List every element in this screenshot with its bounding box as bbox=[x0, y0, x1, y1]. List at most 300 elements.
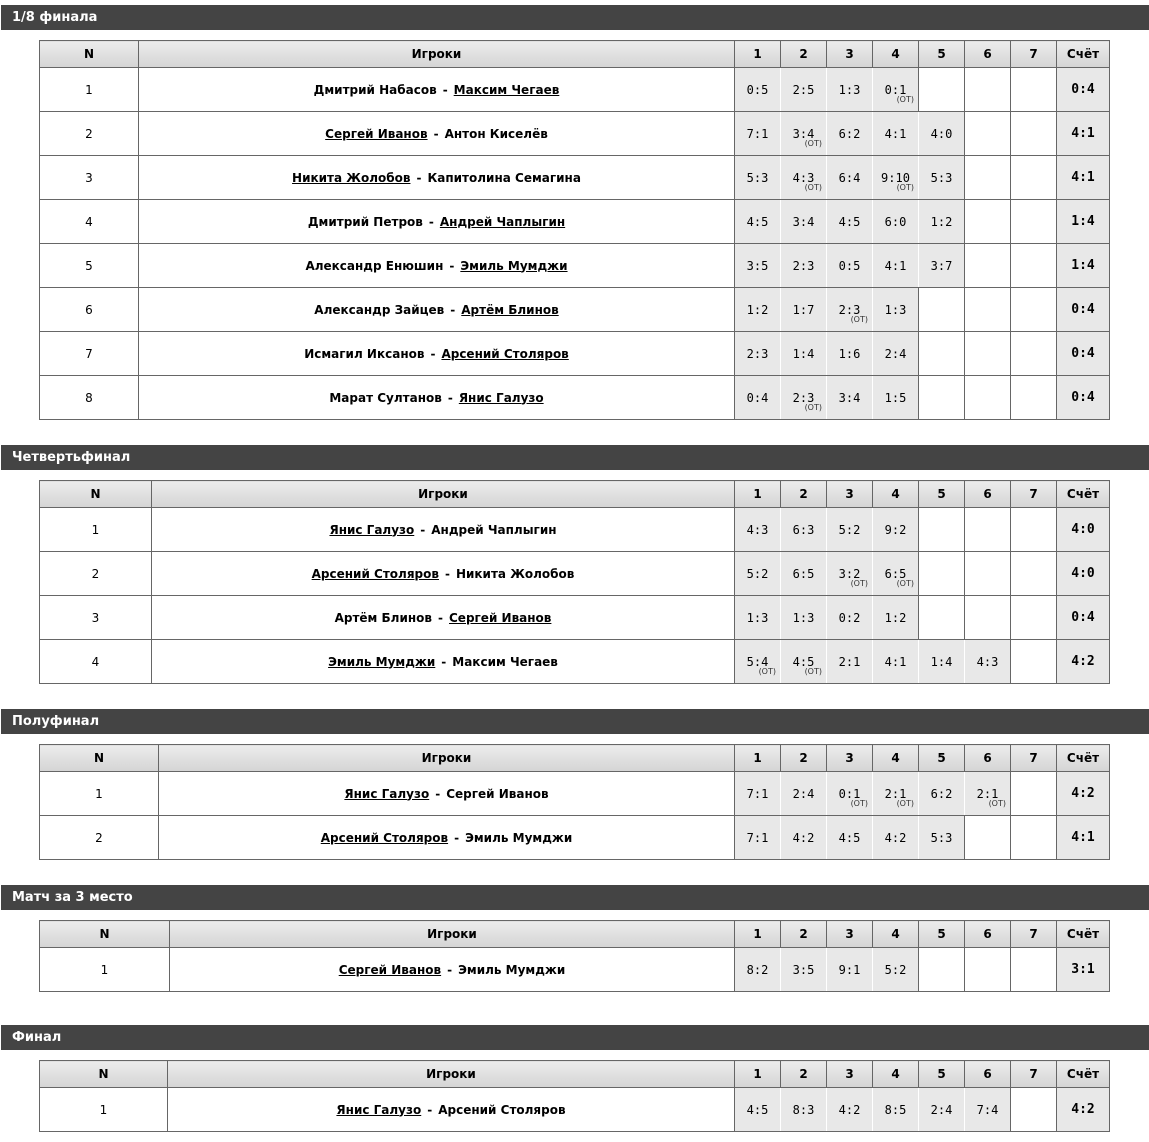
column-header-set-2[interactable]: 2 bbox=[781, 745, 827, 772]
match-score: 4:2 bbox=[1057, 772, 1110, 816]
player-1-link[interactable]: Сергей Иванов bbox=[338, 962, 442, 977]
players-separator: - bbox=[427, 1102, 433, 1117]
set-score-value: 4:3 bbox=[792, 170, 815, 185]
set-score-6 bbox=[965, 640, 1011, 684]
player-1-link[interactable]: Артём Блинов bbox=[334, 610, 433, 625]
match-row bbox=[40, 508, 1110, 552]
set-score-value: 2:3 bbox=[792, 258, 815, 273]
set-score-value: 2:5 bbox=[792, 82, 815, 97]
set-score-3 bbox=[827, 772, 873, 816]
players-separator: - bbox=[420, 522, 426, 537]
column-header-set-4[interactable]: 4 bbox=[873, 1061, 919, 1088]
column-header-set-3[interactable]: 3 bbox=[827, 41, 873, 68]
player-1-link[interactable]: Марат Султанов bbox=[329, 390, 442, 405]
match-row bbox=[40, 244, 1110, 288]
set-score-3 bbox=[827, 332, 873, 376]
set-score-5 bbox=[919, 1088, 965, 1132]
match-players bbox=[152, 508, 735, 552]
set-score-5 bbox=[919, 332, 965, 376]
player-2-link[interactable]: Андрей Чаплыгин bbox=[431, 522, 557, 537]
set-score-6 bbox=[965, 552, 1011, 596]
column-header-players[interactable]: Игроки bbox=[159, 745, 735, 772]
player-2-link[interactable]: Эмиль Мумджи bbox=[460, 258, 568, 273]
match-number: 7 bbox=[40, 332, 139, 376]
overtime-badge: (ОТ) bbox=[804, 139, 822, 148]
set-score-7 bbox=[1011, 156, 1057, 200]
column-header-players[interactable]: Игроки bbox=[152, 481, 735, 508]
set-score-7 bbox=[1011, 200, 1057, 244]
set-score-1 bbox=[735, 772, 781, 816]
player-2-link[interactable]: Максим Чегаев bbox=[452, 654, 558, 669]
set-score-3 bbox=[827, 68, 873, 112]
set-score-2 bbox=[781, 816, 827, 860]
set-score-value: 0:2 bbox=[838, 610, 861, 625]
set-score-2 bbox=[781, 200, 827, 244]
set-score-7 bbox=[1011, 816, 1057, 860]
set-score-5 bbox=[919, 508, 965, 552]
set-score-1 bbox=[735, 552, 781, 596]
section-title: 1/8 финала bbox=[1, 5, 1149, 30]
set-score-value: 1:5 bbox=[884, 390, 907, 405]
players-separator: - bbox=[447, 390, 453, 405]
set-score-6 bbox=[965, 816, 1011, 860]
set-score-1 bbox=[735, 332, 781, 376]
set-score-value: 1:7 bbox=[792, 302, 815, 317]
match-row bbox=[40, 376, 1110, 420]
column-header-set-4[interactable]: 4 bbox=[873, 921, 919, 948]
header-row bbox=[40, 1061, 1110, 1088]
set-score-value: 4:2 bbox=[838, 1102, 861, 1117]
match-row bbox=[40, 332, 1110, 376]
column-header-set-7[interactable]: 7 bbox=[1011, 921, 1057, 948]
overtime-badge: (ОТ) bbox=[896, 183, 914, 192]
column-header-set-5[interactable]: 5 bbox=[919, 745, 965, 772]
set-score-value: 6:5 bbox=[884, 566, 907, 581]
column-header-n[interactable]: N bbox=[40, 921, 170, 948]
section-title: Финал bbox=[1, 1025, 1149, 1050]
match-number: 3 bbox=[40, 596, 152, 640]
column-header-set-4[interactable]: 4 bbox=[873, 481, 919, 508]
set-score-6 bbox=[965, 244, 1011, 288]
column-header-set-5[interactable]: 5 bbox=[919, 921, 965, 948]
set-score-3 bbox=[827, 640, 873, 684]
set-score-5 bbox=[919, 156, 965, 200]
set-score-6 bbox=[965, 772, 1011, 816]
set-score-6 bbox=[965, 68, 1011, 112]
match-number: 8 bbox=[40, 376, 139, 420]
set-score-value: 4:5 bbox=[792, 654, 815, 669]
players-separator: - bbox=[442, 82, 448, 97]
match-row bbox=[40, 640, 1110, 684]
match-number: 2 bbox=[40, 112, 139, 156]
column-header-score[interactable]: Счёт bbox=[1057, 921, 1110, 948]
match-score: 4:0 bbox=[1057, 508, 1110, 552]
players-separator: - bbox=[430, 346, 436, 361]
set-score-2 bbox=[781, 596, 827, 640]
column-header-players[interactable]: Игроки bbox=[139, 41, 735, 68]
set-score-value: 0:5 bbox=[746, 82, 769, 97]
set-score-2 bbox=[781, 68, 827, 112]
set-score-2 bbox=[781, 948, 827, 992]
column-header-n[interactable]: N bbox=[40, 745, 159, 772]
set-score-2 bbox=[781, 508, 827, 552]
set-score-value: 9:10 bbox=[881, 170, 910, 185]
set-score-1 bbox=[735, 376, 781, 420]
player-1-link[interactable]: Александр Зайцев bbox=[314, 302, 445, 317]
set-score-7 bbox=[1011, 640, 1057, 684]
player-2-link[interactable]: Арсений Столяров bbox=[438, 1102, 566, 1117]
set-score-value: 6:5 bbox=[792, 566, 815, 581]
header-row bbox=[40, 921, 1110, 948]
match-players bbox=[139, 376, 735, 420]
match-score: 1:4 bbox=[1057, 200, 1110, 244]
players-separator: - bbox=[428, 214, 434, 229]
column-header-players[interactable]: Игроки bbox=[170, 921, 735, 948]
player-1-link[interactable]: Дмитрий Набасов bbox=[313, 82, 437, 97]
set-score-4 bbox=[873, 244, 919, 288]
set-score-7 bbox=[1011, 552, 1057, 596]
player-1-link[interactable]: Арсений Столяров bbox=[311, 566, 439, 581]
match-row bbox=[40, 156, 1110, 200]
players-separator: - bbox=[416, 170, 422, 185]
set-score-5 bbox=[919, 640, 965, 684]
set-score-3 bbox=[827, 508, 873, 552]
column-header-players[interactable]: Игроки bbox=[168, 1061, 735, 1088]
player-1-link[interactable]: Исмагил Иксанов bbox=[304, 346, 425, 361]
players-separator: - bbox=[444, 566, 450, 581]
set-score-2 bbox=[781, 552, 827, 596]
match-players bbox=[139, 200, 735, 244]
set-score-value: 6:2 bbox=[838, 126, 861, 141]
set-score-value: 7:1 bbox=[746, 126, 769, 141]
set-score-value: 4:2 bbox=[792, 830, 815, 845]
set-score-3 bbox=[827, 552, 873, 596]
set-score-value: 4:1 bbox=[884, 258, 907, 273]
bracket-table bbox=[39, 744, 1110, 860]
overtime-badge: (ОТ) bbox=[988, 799, 1006, 808]
match-score: 0:4 bbox=[1057, 596, 1110, 640]
set-score-1 bbox=[735, 508, 781, 552]
match-row bbox=[40, 288, 1110, 332]
set-score-5 bbox=[919, 112, 965, 156]
player-2-link[interactable]: Андрей Чаплыгин bbox=[439, 214, 566, 229]
set-score-5 bbox=[919, 948, 965, 992]
match-number: 1 bbox=[40, 948, 170, 992]
set-score-5 bbox=[919, 200, 965, 244]
player-1-link[interactable]: Эмиль Мумджи bbox=[328, 654, 436, 669]
set-score-5 bbox=[919, 288, 965, 332]
set-score-value: 9:1 bbox=[838, 962, 861, 977]
match-players bbox=[139, 68, 735, 112]
set-score-4 bbox=[873, 200, 919, 244]
match-score: 4:2 bbox=[1057, 1088, 1110, 1132]
set-score-5 bbox=[919, 772, 965, 816]
set-score-4 bbox=[873, 112, 919, 156]
column-header-set-6[interactable]: 6 bbox=[965, 921, 1011, 948]
set-score-value: 4:5 bbox=[746, 214, 769, 229]
match-score: 4:1 bbox=[1057, 156, 1110, 200]
players-separator: - bbox=[454, 830, 460, 845]
match-row bbox=[40, 948, 1110, 992]
player-2-link[interactable]: Арсений Столяров bbox=[441, 346, 569, 361]
overtime-badge: (ОТ) bbox=[804, 403, 822, 412]
player-2-link[interactable]: Антон Киселёв bbox=[444, 126, 548, 141]
match-score: 4:1 bbox=[1057, 816, 1110, 860]
set-score-value: 6:4 bbox=[838, 170, 861, 185]
match-row bbox=[40, 816, 1110, 860]
column-header-n[interactable]: N bbox=[40, 41, 139, 68]
set-score-value: 2:3 bbox=[838, 302, 861, 317]
column-header-set-2[interactable]: 2 bbox=[781, 481, 827, 508]
set-score-4 bbox=[873, 640, 919, 684]
set-score-7 bbox=[1011, 596, 1057, 640]
column-header-set-4[interactable]: 4 bbox=[873, 745, 919, 772]
match-score: 4:0 bbox=[1057, 552, 1110, 596]
match-players bbox=[159, 816, 735, 860]
set-score-value: 5:4 bbox=[746, 654, 769, 669]
match-score: 0:4 bbox=[1057, 376, 1110, 420]
column-header-score[interactable]: Счёт bbox=[1057, 745, 1110, 772]
set-score-value: 2:1 bbox=[838, 654, 861, 669]
match-players bbox=[152, 596, 735, 640]
set-score-6 bbox=[965, 1088, 1011, 1132]
column-header-set-5[interactable]: 5 bbox=[919, 481, 965, 508]
column-header-set-1[interactable]: 1 bbox=[735, 41, 781, 68]
player-2-link[interactable]: Эмиль Мумджи bbox=[465, 830, 573, 845]
set-score-5 bbox=[919, 376, 965, 420]
set-score-value: 4:5 bbox=[838, 214, 861, 229]
player-1-link[interactable]: Сергей Иванов bbox=[325, 126, 428, 141]
set-score-2 bbox=[781, 772, 827, 816]
column-header-set-1[interactable]: 1 bbox=[735, 745, 781, 772]
set-score-value: 1:2 bbox=[930, 214, 953, 229]
set-score-value: 2:1 bbox=[976, 786, 999, 801]
set-score-4 bbox=[873, 552, 919, 596]
set-score-3 bbox=[827, 596, 873, 640]
player-1-link[interactable]: Никита Жолобов bbox=[292, 170, 411, 185]
set-score-value: 8:5 bbox=[884, 1102, 907, 1117]
set-score-4 bbox=[873, 68, 919, 112]
player-2-link[interactable]: Никита Жолобов bbox=[455, 566, 575, 581]
set-score-value: 4:5 bbox=[838, 830, 861, 845]
match-number: 2 bbox=[40, 552, 152, 596]
set-score-value: 1:3 bbox=[838, 82, 861, 97]
set-score-2 bbox=[781, 1088, 827, 1132]
column-header-set-3[interactable]: 3 bbox=[827, 481, 873, 508]
set-score-6 bbox=[965, 112, 1011, 156]
set-score-value: 7:1 bbox=[746, 830, 769, 845]
player-1-link[interactable]: Арсений Столяров bbox=[320, 830, 449, 845]
set-score-value: 5:2 bbox=[746, 566, 769, 581]
match-row bbox=[40, 112, 1110, 156]
set-score-4 bbox=[873, 596, 919, 640]
set-score-value: 5:3 bbox=[930, 170, 953, 185]
column-header-set-5[interactable]: 5 bbox=[919, 41, 965, 68]
column-header-n[interactable]: N bbox=[40, 481, 152, 508]
set-score-5 bbox=[919, 596, 965, 640]
header-row bbox=[40, 745, 1110, 772]
set-score-5 bbox=[919, 244, 965, 288]
match-players bbox=[139, 112, 735, 156]
column-header-set-3[interactable]: 3 bbox=[827, 921, 873, 948]
player-2-link[interactable]: Сергей Иванов bbox=[449, 610, 552, 625]
column-header-set-1[interactable]: 1 bbox=[735, 1061, 781, 1088]
set-score-2 bbox=[781, 112, 827, 156]
set-score-1 bbox=[735, 156, 781, 200]
set-score-5 bbox=[919, 552, 965, 596]
match-number: 4 bbox=[40, 200, 139, 244]
column-header-score[interactable]: Счёт bbox=[1057, 41, 1110, 68]
overtime-badge: (ОТ) bbox=[804, 667, 822, 676]
set-score-6 bbox=[965, 156, 1011, 200]
column-header-set-7[interactable]: 7 bbox=[1011, 1061, 1057, 1088]
set-score-3 bbox=[827, 948, 873, 992]
player-2-link[interactable]: Капитолина Семагина bbox=[427, 170, 581, 185]
player-2-link[interactable]: Максим Чегаев bbox=[453, 82, 560, 97]
player-2-link[interactable]: Янис Галузо bbox=[458, 390, 544, 405]
match-row bbox=[40, 200, 1110, 244]
set-score-2 bbox=[781, 332, 827, 376]
match-row bbox=[40, 772, 1110, 816]
set-score-2 bbox=[781, 288, 827, 332]
column-header-set-3[interactable]: 3 bbox=[827, 745, 873, 772]
players-separator: - bbox=[433, 126, 439, 141]
overtime-badge: (ОТ) bbox=[804, 183, 822, 192]
match-players bbox=[152, 640, 735, 684]
column-header-set-2[interactable]: 2 bbox=[781, 921, 827, 948]
player-2-link[interactable]: Сергей Иванов bbox=[446, 786, 549, 801]
column-header-score[interactable]: Счёт bbox=[1057, 1061, 1110, 1088]
overtime-badge: (ОТ) bbox=[896, 95, 914, 104]
column-header-set-7[interactable]: 7 bbox=[1011, 481, 1057, 508]
player-1-link[interactable]: Дмитрий Петров bbox=[307, 214, 423, 229]
set-score-6 bbox=[965, 596, 1011, 640]
set-score-3 bbox=[827, 288, 873, 332]
column-header-set-5[interactable]: 5 bbox=[919, 1061, 965, 1088]
set-score-value: 5:2 bbox=[838, 522, 861, 537]
column-header-set-3[interactable]: 3 bbox=[827, 1061, 873, 1088]
set-score-3 bbox=[827, 376, 873, 420]
set-score-value: 5:3 bbox=[930, 830, 953, 845]
overtime-badge: (ОТ) bbox=[850, 579, 868, 588]
column-header-set-6[interactable]: 6 bbox=[965, 41, 1011, 68]
set-score-7 bbox=[1011, 332, 1057, 376]
bracket-table bbox=[39, 920, 1110, 992]
player-2-link[interactable]: Артём Блинов bbox=[461, 302, 559, 317]
column-header-set-4[interactable]: 4 bbox=[873, 41, 919, 68]
set-score-6 bbox=[965, 200, 1011, 244]
set-score-value: 4:1 bbox=[884, 654, 907, 669]
bracket-table bbox=[39, 480, 1110, 684]
column-header-set-7[interactable]: 7 bbox=[1011, 41, 1057, 68]
set-score-3 bbox=[827, 200, 873, 244]
set-score-4 bbox=[873, 816, 919, 860]
players-separator: - bbox=[447, 962, 453, 977]
set-score-value: 1:4 bbox=[930, 654, 953, 669]
set-score-6 bbox=[965, 288, 1011, 332]
set-score-value: 3:4 bbox=[838, 390, 861, 405]
overtime-badge: (ОТ) bbox=[896, 579, 914, 588]
set-score-4 bbox=[873, 508, 919, 552]
set-score-4 bbox=[873, 288, 919, 332]
column-header-set-6[interactable]: 6 bbox=[965, 745, 1011, 772]
section-title: Четвертьфинал bbox=[1, 445, 1149, 470]
column-header-set-7[interactable]: 7 bbox=[1011, 745, 1057, 772]
set-score-value: 0:1 bbox=[838, 786, 861, 801]
set-score-7 bbox=[1011, 68, 1057, 112]
set-score-value: 3:5 bbox=[792, 962, 815, 977]
match-number: 1 bbox=[40, 68, 139, 112]
match-score: 3:1 bbox=[1057, 948, 1110, 992]
set-score-value: 3:7 bbox=[930, 258, 953, 273]
set-score-value: 0:5 bbox=[838, 258, 861, 273]
player-1-link[interactable]: Янис Галузо bbox=[329, 522, 415, 537]
overtime-badge: (ОТ) bbox=[850, 799, 868, 808]
player-2-link[interactable]: Эмиль Мумджи bbox=[458, 962, 566, 977]
set-score-value: 7:4 bbox=[976, 1102, 999, 1117]
set-score-1 bbox=[735, 200, 781, 244]
set-score-value: 4:5 bbox=[746, 1102, 769, 1117]
bracket-table bbox=[39, 1060, 1110, 1132]
column-header-set-1[interactable]: 1 bbox=[735, 481, 781, 508]
set-score-4 bbox=[873, 376, 919, 420]
set-score-value: 2:4 bbox=[884, 346, 907, 361]
set-score-7 bbox=[1011, 948, 1057, 992]
match-players bbox=[139, 156, 735, 200]
column-header-n[interactable]: N bbox=[40, 1061, 168, 1088]
overtime-badge: (ОТ) bbox=[850, 315, 868, 324]
column-header-score[interactable]: Счёт bbox=[1057, 481, 1110, 508]
match-row bbox=[40, 68, 1110, 112]
set-score-5 bbox=[919, 68, 965, 112]
match-row bbox=[40, 552, 1110, 596]
match-score: 1:4 bbox=[1057, 244, 1110, 288]
set-score-value: 1:2 bbox=[884, 610, 907, 625]
set-score-value: 4:0 bbox=[930, 126, 953, 141]
set-score-3 bbox=[827, 244, 873, 288]
column-header-set-6[interactable]: 6 bbox=[965, 1061, 1011, 1088]
set-score-value: 5:2 bbox=[884, 962, 907, 977]
set-score-3 bbox=[827, 816, 873, 860]
players-separator: - bbox=[438, 610, 443, 625]
set-score-value: 3:5 bbox=[746, 258, 769, 273]
column-header-set-1[interactable]: 1 bbox=[735, 921, 781, 948]
match-players bbox=[139, 288, 735, 332]
player-1-link[interactable]: Янис Галузо bbox=[336, 1102, 422, 1117]
match-score: 0:4 bbox=[1057, 332, 1110, 376]
match-score: 0:4 bbox=[1057, 288, 1110, 332]
set-score-4 bbox=[873, 772, 919, 816]
column-header-set-2[interactable]: 2 bbox=[781, 41, 827, 68]
set-score-value: 1:4 bbox=[792, 346, 815, 361]
player-1-link[interactable]: Александр Енюшин bbox=[305, 258, 444, 273]
match-score: 4:2 bbox=[1057, 640, 1110, 684]
match-number: 3 bbox=[40, 156, 139, 200]
set-score-3 bbox=[827, 1088, 873, 1132]
player-1-link[interactable]: Янис Галузо bbox=[344, 786, 430, 801]
players-separator: - bbox=[441, 654, 447, 669]
column-header-set-6[interactable]: 6 bbox=[965, 481, 1011, 508]
set-score-4 bbox=[873, 1088, 919, 1132]
set-score-value: 3:2 bbox=[838, 566, 861, 581]
set-score-value: 4:3 bbox=[976, 654, 999, 669]
column-header-set-2[interactable]: 2 bbox=[781, 1061, 827, 1088]
overtime-badge: (ОТ) bbox=[758, 667, 776, 676]
players-separator: - bbox=[450, 302, 456, 317]
set-score-7 bbox=[1011, 376, 1057, 420]
match-players bbox=[139, 244, 735, 288]
header-row bbox=[40, 481, 1110, 508]
